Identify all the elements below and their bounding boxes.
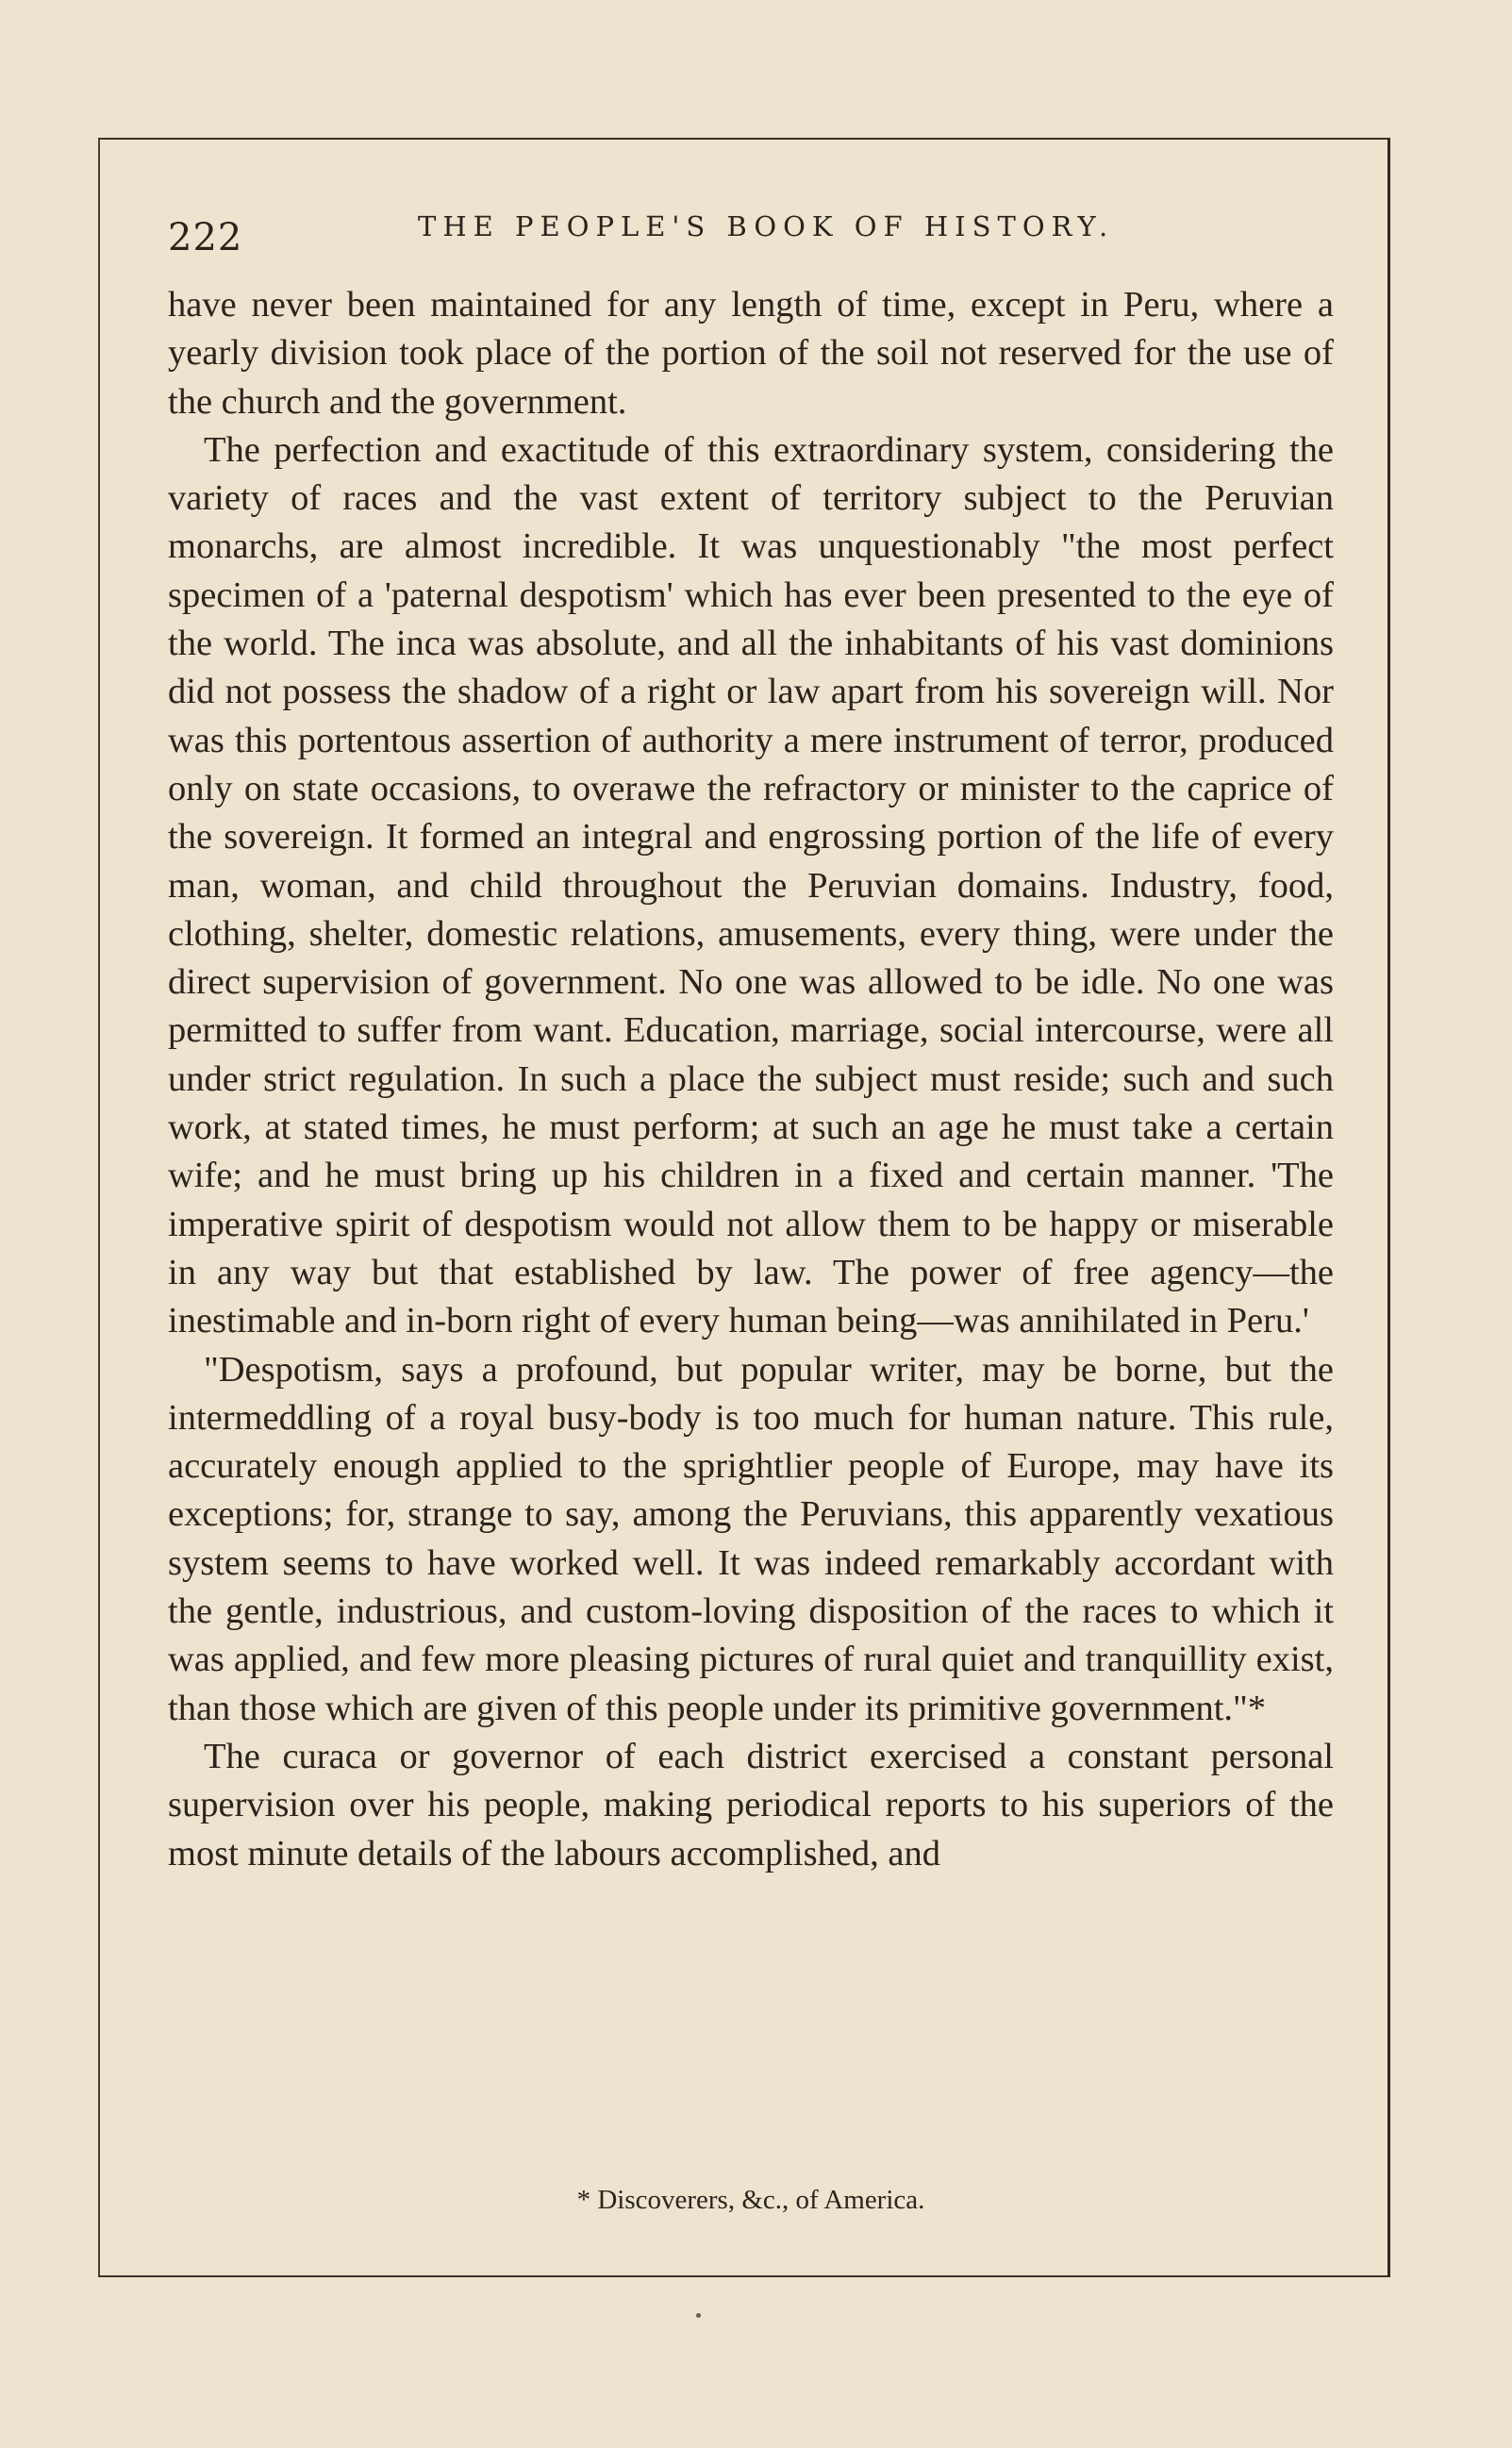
- footnote: * Discoverers, &c., of America.: [576, 2185, 925, 2215]
- paragraph-continued: have never been maintained for any length of time, except in Peru, where a yearly division took place of the portion of the soil not reserved for the use of the church and the government.: [168, 285, 1334, 422]
- page-number: 222: [168, 216, 243, 259]
- running-title: THE PEOPLE'S BOOK OF HISTORY.: [418, 210, 1115, 242]
- paragraph-peruvian-system: The perfection and exactitude of this extraordinary system, considering the variety of races and the vast extent of territory subject to the Peruvian monarchs, are almost incredible. It was unquestionably "the most perfect specimen of a 'paternal despotism' which has ever been presented to the eye of the world. The inca was absolute, and all the inhabitants of his vast dominions did not possess the shadow of a right or law apart from his sovereign will. Nor was this portentous assertion of authority a mere instrument of terror, produced only on state occasions, to overawe the refractory or minister to the caprice of the sovereign. It formed an integral and engrossing portion of the life of every man, woman, and child throughout the Peruvian domains. Industry, food, clothing, shelter, domestic relations, amusements, every thing, were under the direct supervision of government. No one was allowed to be idle. No one was permitted to suffer from want. Education, marriage, social intercourse, were all under strict regulation. In such a place the subject must reside; such and such work, at stated times, he must perform; at such an age he must take a certain wife; and he must bring up his children in a fixed and certain manner. 'The imperative spirit of despotism would not allow them to be happy or miserable in any way but that established by law. The power of free agency—the inestimable and in-born right of every human being—was annihilated in Peru.': [168, 429, 1334, 1341]
- body-text: [168, 281, 1334, 1878]
- running-head: [168, 203, 1338, 259]
- paragraph-curaca: The curaca or governor of each district exercised a constant personal supervision over his people, making periodical reports to his superiors of the most minute details of the labours accomplished, and: [168, 1736, 1334, 1873]
- paper-speck: [696, 2313, 701, 2318]
- paragraph-despotism-quote: "Despotism, says a profound, but popular writer, may be borne, but the intermeddling of a royal busy-body is too much for human nature. This rule, accurately enough applied to the sprightlier people of Europe, may have its exceptions; for, strange to say, among the Peruvians, this apparently vexatious system seems to have worked well. It was indeed remarkably accordant with the gentle, industrious, and custom-loving disposition of the races to which it was applied, and few more pleasing pictures of rural quiet and tranquillity exist, than those which are given of this people under its primitive government."*: [168, 1349, 1334, 1728]
